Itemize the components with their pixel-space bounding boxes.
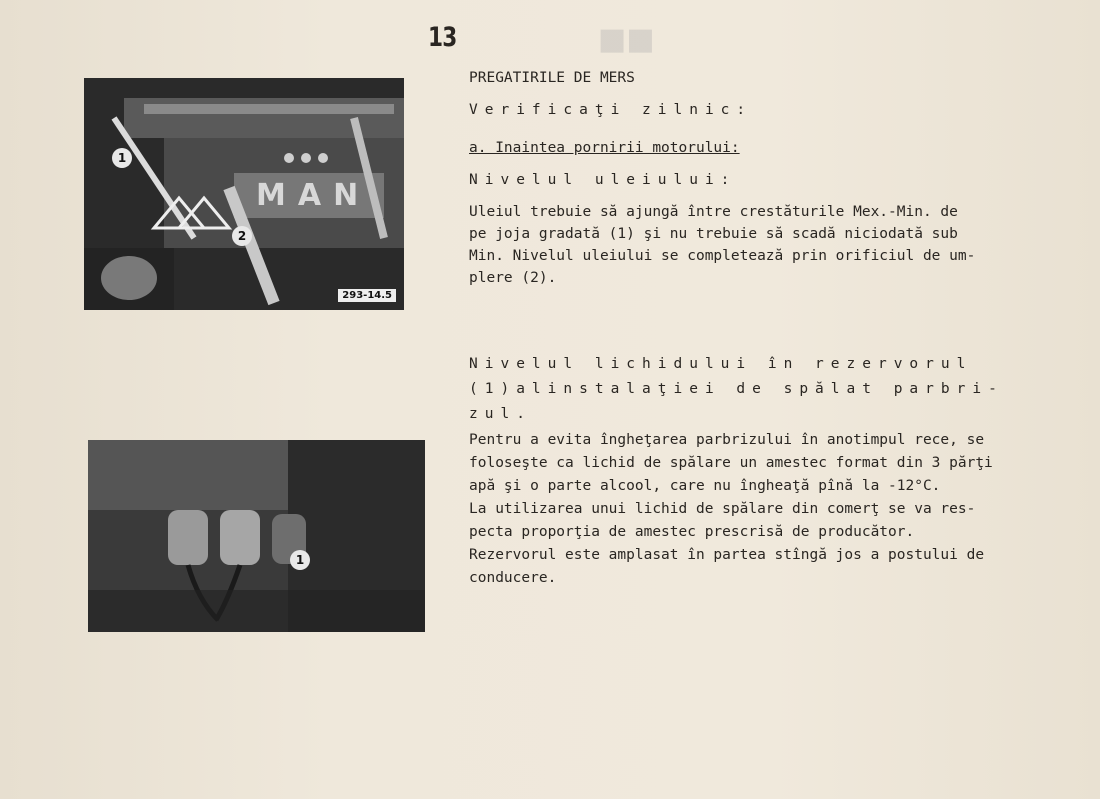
- reservoir-photo-illustration: [88, 440, 425, 632]
- fluid-paragraph-line: conducere.: [469, 570, 557, 586]
- fluid-paragraph-line: Rezervorul este amplasat în partea stîngă jos a postului de: [469, 547, 985, 563]
- fluid-level-heading: zul.: [469, 406, 532, 422]
- oil-paragraph-line: Uleiul trebuie să ajungă între crestăturile Mex.-Min. de: [469, 204, 958, 220]
- oil-paragraph-line: plere (2).: [469, 270, 557, 286]
- daily-check-heading: Verificaţi zilnic:: [469, 102, 753, 118]
- section-heading: PREGATIRILE DE MERS: [469, 70, 635, 86]
- callout-2: 2: [232, 226, 252, 246]
- fluid-paragraph-line: apă şi o parte alcool, care nu îngheaţă pînă la -12°C.: [469, 478, 941, 494]
- oil-paragraph-line: Min. Nivelul uleiului se completează prin orificiul de um-: [469, 248, 976, 264]
- fluid-level-heading: Nivelul lichidului în rezervorul: [469, 356, 973, 372]
- oil-level-heading: Nivelul uleiului:: [469, 172, 737, 188]
- bleed-through-mark: ■■: [598, 22, 655, 57]
- engine-oil-photo: [84, 78, 404, 310]
- engine-brand-text: MAN: [256, 178, 371, 213]
- item-a-label: a. Inaintea pornirii motorului:: [469, 140, 740, 156]
- fluid-paragraph-line: pecta proporţia de amestec prescrisă de producător.: [469, 524, 915, 540]
- washer-reservoir-photo: [88, 440, 425, 632]
- page-number: 13: [428, 22, 457, 53]
- fluid-level-heading: (1)alinstalaţiei de spălat parbri-: [469, 381, 1004, 397]
- callout-1: 1: [290, 550, 310, 570]
- fluid-paragraph-line: Pentru a evita îngheţarea parbrizului în anotimpul rece, se: [469, 432, 985, 448]
- callout-1: 1: [112, 148, 132, 168]
- photo-reference-label: 293-14.5: [338, 289, 396, 302]
- item-a-heading: [469, 136, 740, 160]
- fluid-paragraph-line: foloseşte ca lichid de spălare un amestec format din 3 părţi: [469, 455, 993, 471]
- oil-paragraph-line: pe joja gradată (1) şi nu trebuie să scadă niciodată sub: [469, 226, 958, 242]
- fluid-paragraph-line: La utilizarea unui lichid de spălare din comerţ se va res-: [469, 501, 976, 517]
